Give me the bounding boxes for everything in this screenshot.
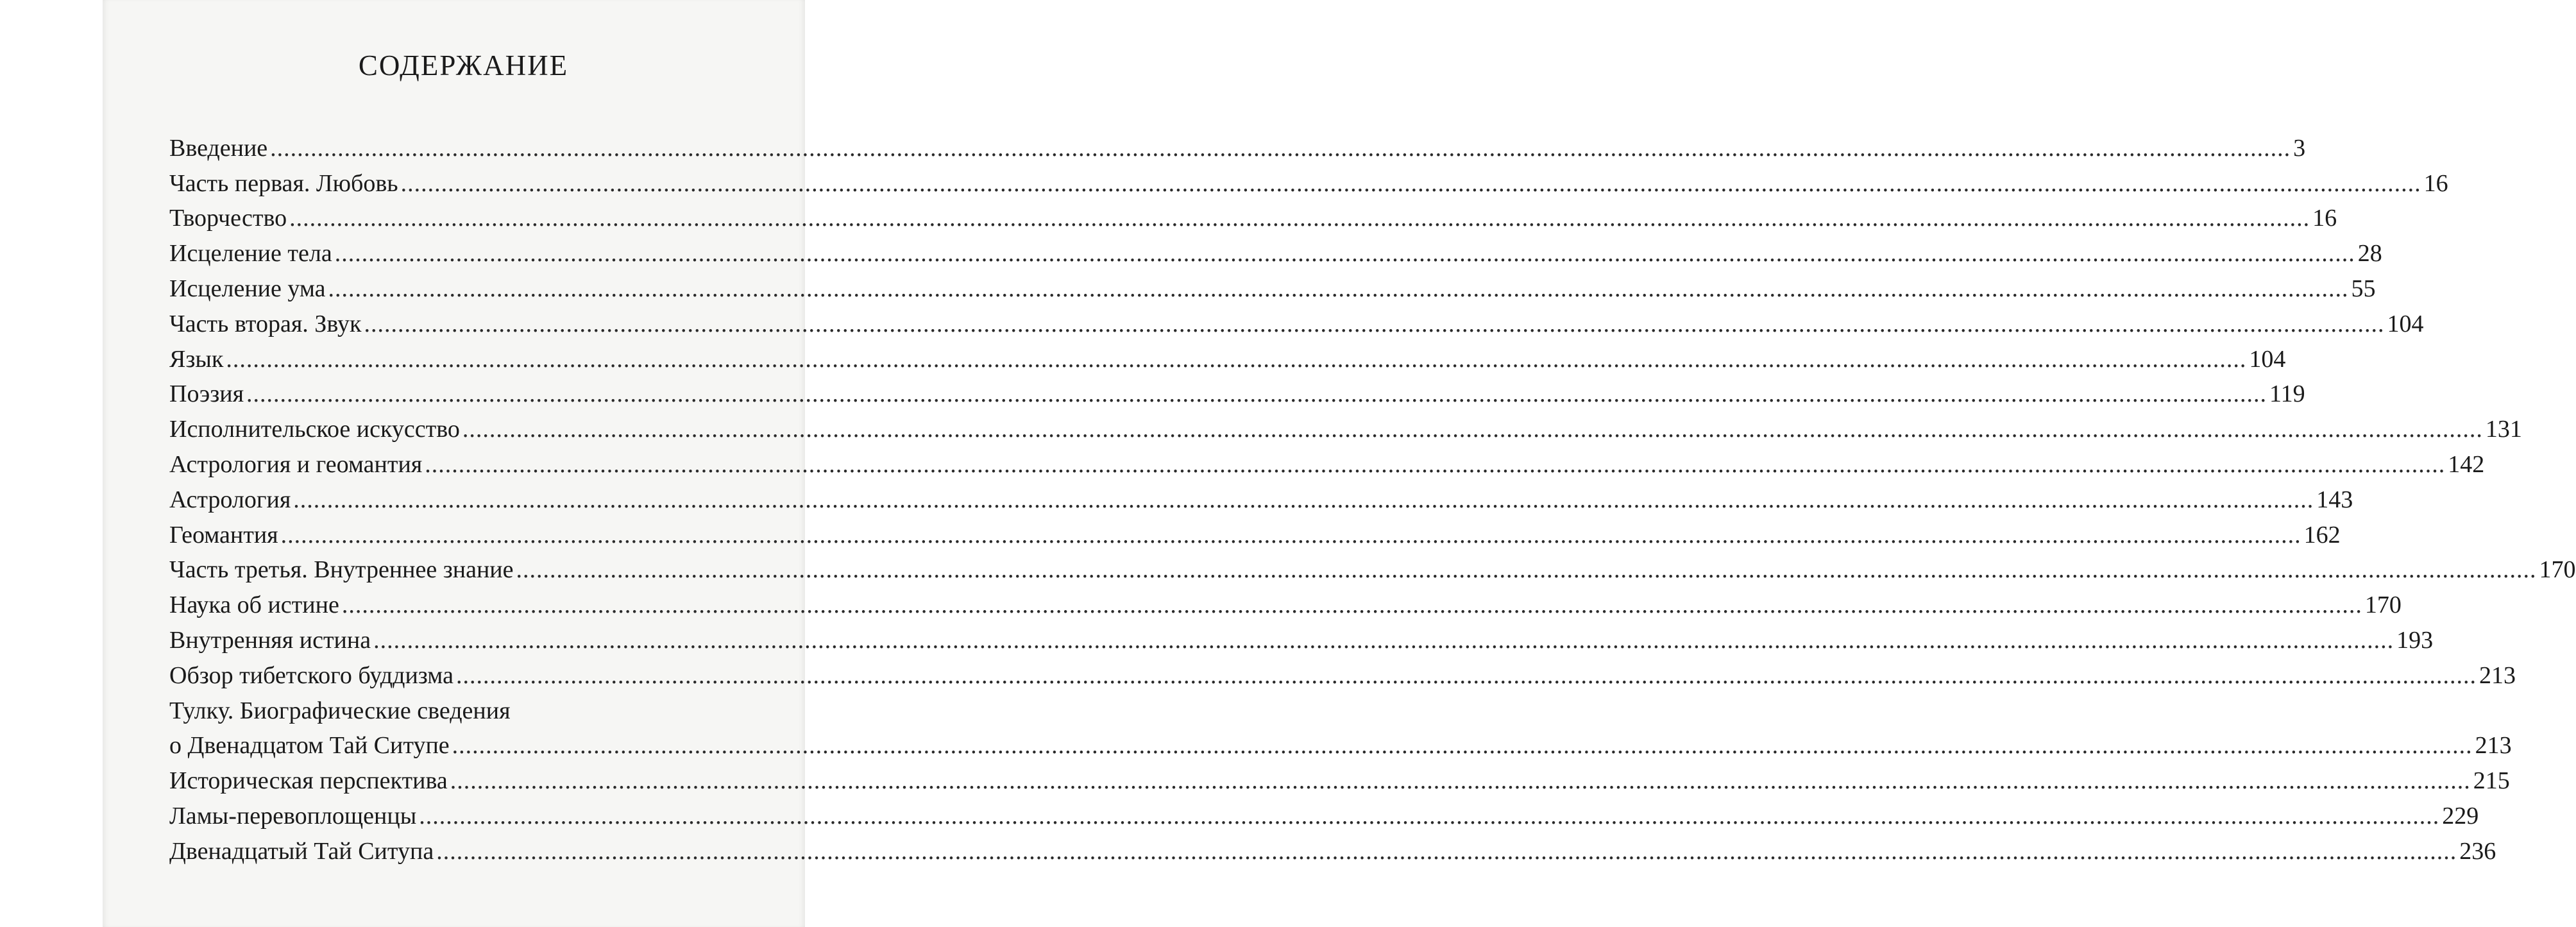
toc-entry xyxy=(169,619,2434,654)
toc-entry-label: Астрология и геомантия xyxy=(169,450,423,478)
toc-entry-label: Исцеление ума xyxy=(169,275,326,302)
dot-leader: ............................................................................................................................................................................................................................................................................................................ xyxy=(419,802,2440,829)
dot-leader: ............................................................................................................................................................................................................................................................................................................ xyxy=(289,205,2310,232)
toc-entry xyxy=(169,549,2576,584)
toc-entry-label: Исполнительское искусство xyxy=(169,416,460,443)
dot-leader: ............................................................................................................................................................................................................................................................................................................ xyxy=(462,416,2483,443)
toc-entry xyxy=(169,338,2286,373)
toc-entry-label: Ламы-перевоплощенцы xyxy=(169,802,417,829)
toc-entry-label: Тулку. Биографические сведения xyxy=(169,697,511,724)
toc-entry-label: Исцеление тела xyxy=(169,240,332,268)
toc-entry-label: Язык xyxy=(169,345,224,373)
toc-entry-label: Внутренняя истина xyxy=(169,626,371,654)
toc-entry-label: Часть третья. Внутреннее знание xyxy=(169,556,514,584)
dot-leader: ............................................................................................................................................................................................................................................................................................................ xyxy=(280,521,2301,549)
toc-entry-page: 213 xyxy=(2475,732,2512,760)
toc-entry xyxy=(169,443,2485,479)
toc-entry xyxy=(169,303,2424,338)
toc-entry xyxy=(169,373,2305,409)
toc-entry-page: 16 xyxy=(2423,169,2448,197)
toc-entry-label: Историческая перспектива xyxy=(169,767,448,795)
toc-entry xyxy=(169,479,2353,514)
dot-leader: ............................................................................................................................................................................................................................................................................................................ xyxy=(450,767,2471,795)
toc-entry xyxy=(169,514,2341,549)
dot-leader: ............................................................................................................................................................................................................................................................................................................ xyxy=(341,591,2362,619)
toc-entry xyxy=(169,198,2337,233)
toc-entry-page: 143 xyxy=(2316,486,2353,513)
dot-leader: ............................................................................................................................................................................................................................................................................................................ xyxy=(226,345,2247,373)
toc-entry-page: 170 xyxy=(2539,556,2576,584)
toc-entry-page: 104 xyxy=(2249,345,2286,373)
toc-entry xyxy=(169,232,2382,268)
toc-entry-page: 119 xyxy=(2269,380,2305,408)
dot-leader: ............................................................................................................................................................................................................................................................................................................ xyxy=(328,275,2349,302)
dot-leader: ............................................................................................................................................................................................................................................................................................................ xyxy=(516,556,2537,584)
toc-entry xyxy=(169,408,2522,443)
toc-entry-page: 104 xyxy=(2387,310,2424,337)
toc-entry-label: Наука об истине xyxy=(169,591,339,619)
toc-entry-page: 28 xyxy=(2357,240,2382,268)
toc-entry xyxy=(169,654,2516,690)
dot-leader: ............................................................................................................................................................................................................................................................................................................ xyxy=(293,486,2314,513)
toc-entry xyxy=(169,690,786,725)
toc-entry-page: 142 xyxy=(2448,450,2485,478)
dot-leader: ............................................................................................................................................................................................................................................................................................................ xyxy=(246,380,2267,408)
toc-entry-label: Двенадцатый Тай Ситупа xyxy=(169,837,434,865)
toc-entry-page: 170 xyxy=(2364,591,2402,619)
toc-entry-page: 55 xyxy=(2351,275,2376,302)
toc-entry-page: 229 xyxy=(2442,802,2479,829)
toc-entry-label: Астрология xyxy=(169,486,291,513)
dot-leader: ............................................................................................................................................................................................................................................................................................................ xyxy=(436,837,2457,865)
toc-entry xyxy=(169,162,2448,198)
toc-entry-page: 162 xyxy=(2303,521,2341,549)
toc-entry-page: 16 xyxy=(2312,205,2337,232)
toc-entry-page: 213 xyxy=(2479,661,2516,689)
toc-entry xyxy=(169,760,2510,795)
toc-entry-page: 236 xyxy=(2459,837,2496,865)
toc-entry-page: 193 xyxy=(2396,626,2434,654)
toc-entry xyxy=(169,725,2512,760)
dot-leader: ............................................................................................................................................................................................................................................................................................................ xyxy=(452,732,2473,760)
dot-leader: ............................................................................................................................................................................................................................................................................................................ xyxy=(364,310,2385,337)
dot-leader: ............................................................................................................................................................................................................................................................................................................ xyxy=(425,450,2446,478)
toc-entry-label: Часть первая. Любовь xyxy=(169,169,398,197)
toc-entry-label: Поэзия xyxy=(169,380,244,408)
toc-entry-label: Часть вторая. Звук xyxy=(169,310,362,337)
toc-entry-label: Введение xyxy=(169,134,268,162)
toc-entry xyxy=(169,795,2479,830)
toc-entry xyxy=(169,268,2376,303)
toc-entry-label: Творчество xyxy=(169,205,287,232)
toc-entry-label: о Двенадцатом Тай Ситупе xyxy=(169,732,450,760)
toc-entry-label: Обзор тибетского буддизма xyxy=(169,661,453,689)
dot-leader: ............................................................................................................................................................................................................................................................................................................ xyxy=(400,169,2421,197)
toc-entry xyxy=(169,127,2306,162)
toc-entry-page: 3 xyxy=(2293,134,2306,162)
toc-entry-page: 131 xyxy=(2485,416,2522,443)
toc-entry xyxy=(169,830,2496,865)
dot-leader: ............................................................................................................................................................................................................................................................................................................ xyxy=(373,626,2394,654)
toc-entry-label: Геомантия xyxy=(169,521,278,549)
page-title: СОДЕРЖАНИЕ xyxy=(358,49,569,81)
toc-entry xyxy=(169,584,2402,619)
dot-leader: ............................................................................................................................................................................................................................................................................................................ xyxy=(270,134,2291,162)
table-of-contents xyxy=(169,127,2576,865)
dot-leader: ............................................................................................................................................................................................................................................................................................................ xyxy=(455,661,2477,689)
dot-leader: ............................................................................................................................................................................................................................................................................................................ xyxy=(334,240,2355,268)
toc-entry-page: 215 xyxy=(2473,767,2510,795)
